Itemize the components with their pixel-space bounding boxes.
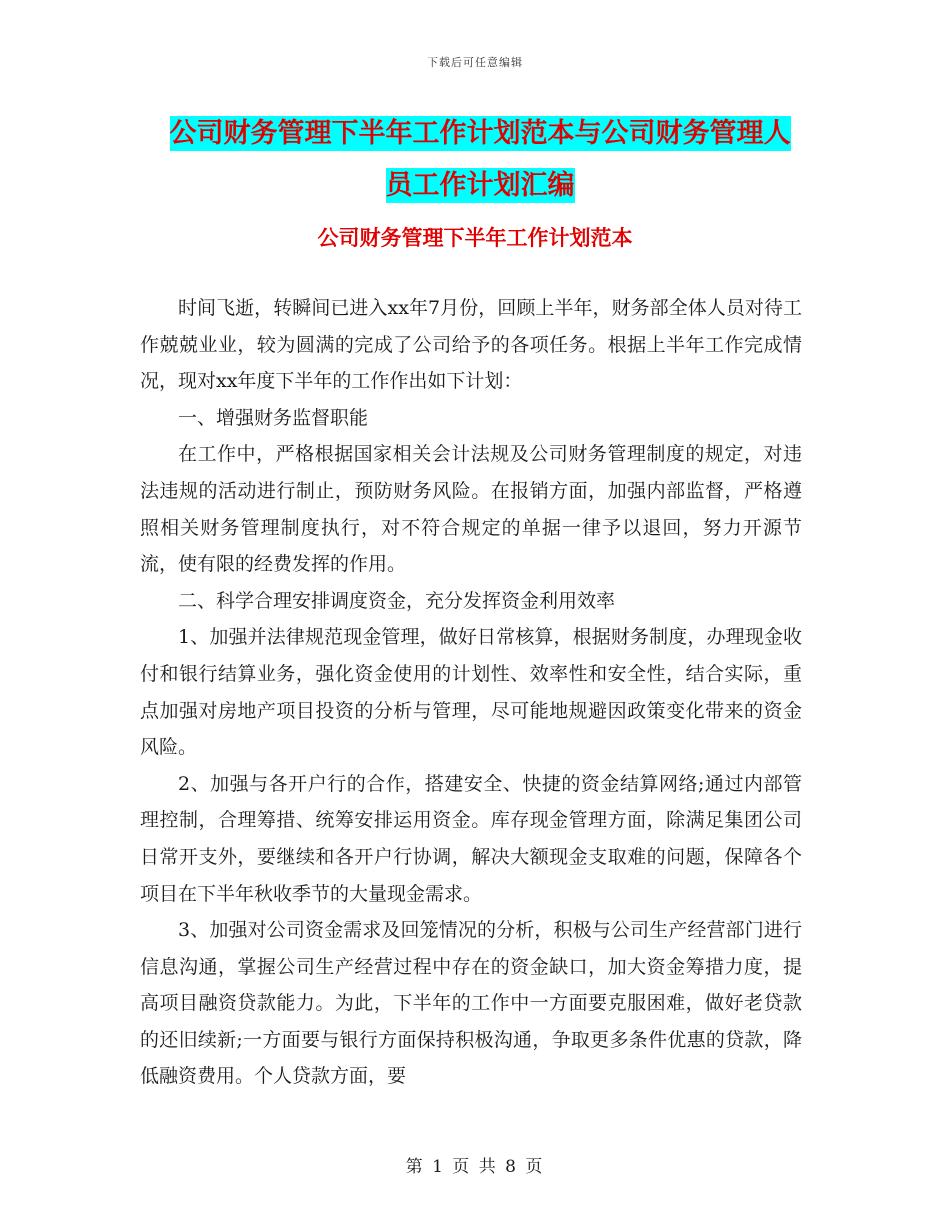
paragraph-item-1: 1、加强并法律规范现金管理，做好日常核算，根据财务制度，办理现金收付和银行结算业务，强化资金使用的计划性、效率性和安全性，结合实际，重点加强对房地产项目投资的分析与管理，尽可能地规避因政策变化带来的资金风险。 (140, 626, 802, 759)
page-number: 第 1 页 共 8 页 (405, 1157, 545, 1177)
paragraph-item-2: 2、加强与各开户行的合作，搭建安全、快捷的资金结算网络;通过内部管理控制，合理筹措、统筹安排运用资金。库存现金管理方面，除满足集团公司日常开支外，要继续和各开户行协调，解决大额现金支取难的问题，保障各个项目在下半年秋收季节的大量现金需求。 (140, 772, 802, 905)
document-title (140, 108, 820, 212)
header-note: 下载后可任意编辑 (427, 56, 523, 69)
paragraph-supervision: 在工作中，严格根据国家相关会计法规及公司财务管理制度的规定，对违法违规的活动进行制止，预防财务风险。在报销方面，加强内部监督，严格遵照相关财务管理制度执行，对不符合规定的单据一律予以退回，努力开源节流，使有限的经费发挥的作用。 (140, 443, 802, 576)
title-line-2: 员工作计划汇编 (385, 170, 575, 201)
title-line-1: 公司财务管理下半年工作计划范本与公司财务管理人 (169, 118, 791, 149)
paragraph-item-3: 3、加强对公司资金需求及回笼情况的分析，积极与公司生产经营部门进行信息沟通，掌握公司生产经营过程中存在的资金缺口，加大资金筹措力度，提高项目融资贷款能力。为此，下半年的工作中一方面要克服困难，做好老贷款的还旧续新;一方面要与银行方面保持积极沟通，争取更多条件优惠的贷款，降低融资费用。个人贷款方面，要 (140, 919, 802, 1088)
paragraph-intro: 时间飞逝，转瞬间已进入xx年7月份，回顾上半年，财务部全体人员对待工作兢兢业业，较为圆满的完成了公司给予的各项任务。根据上半年工作完成情况，现对xx年度下半年的工作作出如下计划： (140, 297, 802, 393)
heading-one: 一、增强财务监督职能 (178, 406, 369, 429)
section-title: 公司财务管理下半年工作计划范本 (317, 226, 633, 250)
heading-two: 二、科学合理安排调度资金，充分发挥资金利用效率 (178, 589, 616, 612)
document-body (140, 290, 802, 1095)
